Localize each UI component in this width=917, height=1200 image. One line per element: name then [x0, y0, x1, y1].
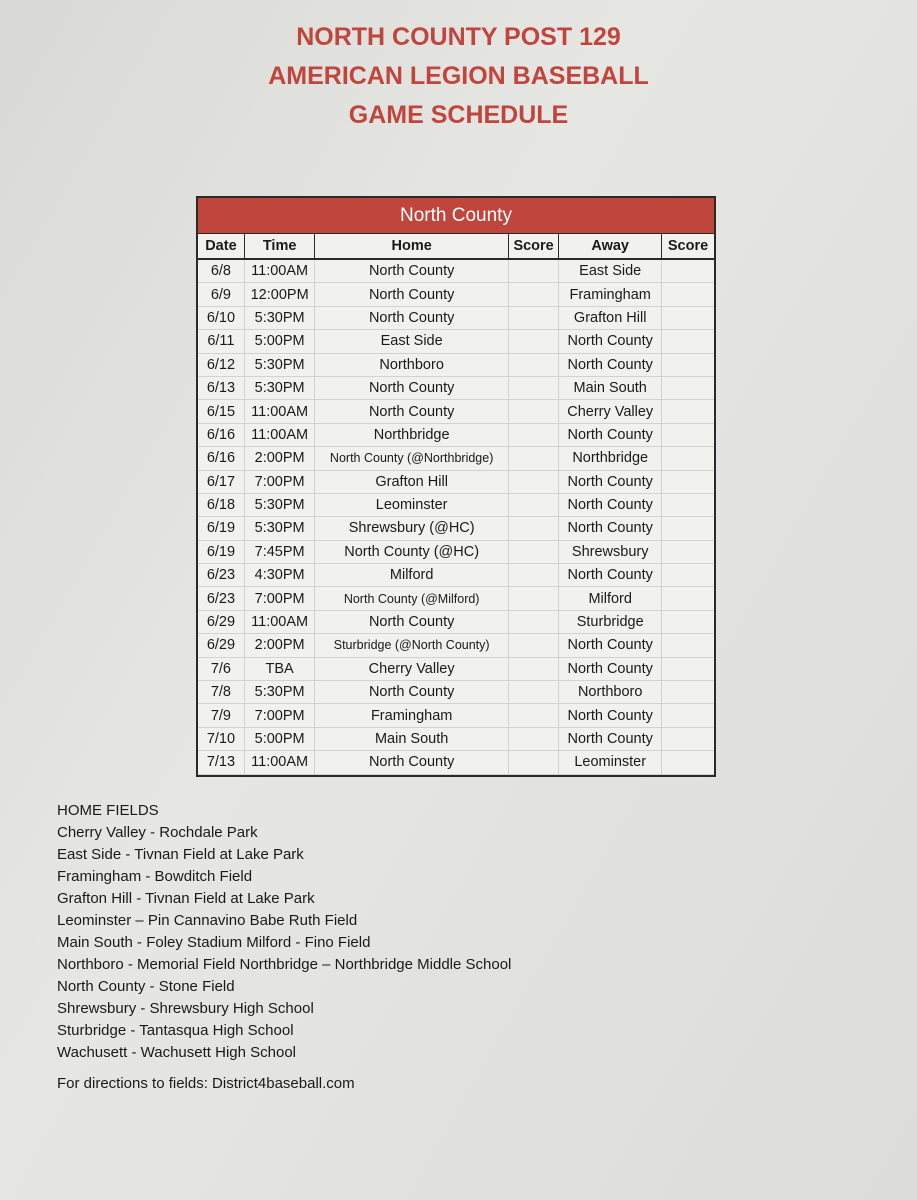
cell-time: 11:00AM	[244, 259, 315, 283]
cell-home-score	[508, 376, 558, 399]
cell-home-score	[508, 727, 558, 750]
cell-time: 11:00AM	[244, 400, 315, 423]
table-row	[198, 704, 714, 727]
cell-away: North County	[559, 423, 662, 446]
cell-home: North County (@Northbridge)	[315, 447, 509, 470]
cell-away-score	[662, 493, 714, 516]
cell-home: Grafton Hill	[315, 470, 509, 493]
cell-home-score	[508, 634, 558, 657]
cell-away-score	[662, 704, 714, 727]
table-row	[198, 681, 714, 704]
cell-away-score	[662, 376, 714, 399]
cell-away: Northboro	[559, 681, 662, 704]
cell-home-score	[508, 587, 558, 610]
cell-away-score	[662, 447, 714, 470]
cell-home: Milford	[315, 564, 509, 587]
cell-date: 7/13	[198, 751, 244, 774]
list-item: Cherry Valley - Rochdale Park	[57, 824, 258, 841]
schedule-team-header: North County	[198, 198, 714, 234]
cell-home: Northboro	[315, 353, 509, 376]
cell-time: 7:00PM	[244, 470, 315, 493]
cell-away-score	[662, 470, 714, 493]
table-row	[198, 283, 714, 306]
list-item: Grafton Hill - Tivnan Field at Lake Park	[57, 890, 315, 907]
cell-date: 6/19	[198, 540, 244, 563]
cell-time: 5:00PM	[244, 330, 315, 353]
title-line-2: AMERICAN LEGION BASEBALL	[268, 62, 649, 90]
cell-date: 6/29	[198, 610, 244, 633]
cell-time: TBA	[244, 657, 315, 680]
cell-date: 7/6	[198, 657, 244, 680]
table-row	[198, 353, 714, 376]
cell-away: North County	[559, 470, 662, 493]
cell-home-score	[508, 400, 558, 423]
cell-home-score	[508, 283, 558, 306]
table-row	[198, 517, 714, 540]
cell-time: 11:00AM	[244, 751, 315, 774]
cell-home: North County (@HC)	[315, 540, 509, 563]
cell-home: North County	[315, 283, 509, 306]
cell-away-score	[662, 751, 714, 774]
table-row	[198, 400, 714, 423]
cell-date: 7/9	[198, 704, 244, 727]
table-row	[198, 447, 714, 470]
table-row	[198, 493, 714, 516]
cell-home: North County	[315, 259, 509, 283]
cell-away-score	[662, 681, 714, 704]
schedule-table	[196, 196, 716, 777]
cell-date: 6/13	[198, 376, 244, 399]
cell-away-score	[662, 306, 714, 329]
cell-time: 5:30PM	[244, 517, 315, 540]
cell-home: Leominster	[315, 493, 509, 516]
title-line-1: NORTH COUNTY POST 129	[296, 23, 621, 51]
cell-home: North County	[315, 751, 509, 774]
cell-time: 7:00PM	[244, 587, 315, 610]
cell-away: North County	[559, 704, 662, 727]
cell-home-score	[508, 517, 558, 540]
table-row	[198, 259, 714, 283]
cell-away-score	[662, 353, 714, 376]
cell-home-score	[508, 704, 558, 727]
table-row	[198, 587, 714, 610]
cell-home: North County	[315, 610, 509, 633]
cell-away: East Side	[559, 259, 662, 283]
cell-away-score	[662, 423, 714, 446]
cell-date: 6/16	[198, 423, 244, 446]
list-item: Leominster – Pin Cannavino Babe Ruth Field	[57, 912, 358, 929]
cell-away-score	[662, 330, 714, 353]
cell-time: 5:30PM	[244, 376, 315, 399]
cell-away: Northbridge	[559, 447, 662, 470]
cell-away: Milford	[559, 587, 662, 610]
cell-away: North County	[559, 517, 662, 540]
cell-date: 6/9	[198, 283, 244, 306]
cell-home: East Side	[315, 330, 509, 353]
home-fields	[57, 800, 511, 1064]
cell-date: 6/19	[198, 517, 244, 540]
cell-home: North County	[315, 400, 509, 423]
cell-away: Framingham	[559, 283, 662, 306]
col-header-away: Away	[559, 234, 662, 259]
cell-time: 5:30PM	[244, 681, 315, 704]
cell-away-score	[662, 587, 714, 610]
cell-date: 6/12	[198, 353, 244, 376]
cell-away-score	[662, 259, 714, 283]
cell-home: Framingham	[315, 704, 509, 727]
table-row	[198, 376, 714, 399]
cell-away: Grafton Hill	[559, 306, 662, 329]
col-header-time: Time	[244, 234, 315, 259]
cell-away-score	[662, 564, 714, 587]
cell-away: Sturbridge	[559, 610, 662, 633]
cell-date: 6/11	[198, 330, 244, 353]
cell-away: Cherry Valley	[559, 400, 662, 423]
table-row	[198, 751, 714, 774]
title-line-3: GAME SCHEDULE	[348, 101, 569, 129]
table-row	[198, 540, 714, 563]
table-row	[198, 727, 714, 750]
cell-date: 6/16	[198, 447, 244, 470]
cell-time: 7:45PM	[244, 540, 315, 563]
list-item: Framingham - Bowditch Field	[57, 868, 253, 885]
cell-away-score	[662, 657, 714, 680]
cell-away-score	[662, 400, 714, 423]
cell-date: 6/23	[198, 564, 244, 587]
table-row	[198, 306, 714, 329]
cell-home-score	[508, 657, 558, 680]
col-header-date: Date	[198, 234, 244, 259]
table-row	[198, 634, 714, 657]
cell-away: North County	[559, 657, 662, 680]
cell-away: Shrewsbury	[559, 540, 662, 563]
cell-home: Sturbridge (@North County)	[315, 634, 509, 657]
table-row	[198, 423, 714, 446]
cell-date: 7/8	[198, 681, 244, 704]
cell-home: Shrewsbury (@HC)	[315, 517, 509, 540]
cell-time: 7:00PM	[244, 704, 315, 727]
table-row	[198, 657, 714, 680]
cell-home: North County	[315, 681, 509, 704]
table-row	[198, 330, 714, 353]
cell-away-score	[662, 727, 714, 750]
cell-home-score	[508, 540, 558, 563]
cell-home-score	[508, 306, 558, 329]
home-fields-heading: HOME FIELDS	[57, 802, 159, 819]
cell-date: 7/10	[198, 727, 244, 750]
cell-time: 2:00PM	[244, 447, 315, 470]
cell-time: 5:30PM	[244, 306, 315, 329]
cell-home-score	[508, 564, 558, 587]
cell-home-score	[508, 423, 558, 446]
cell-time: 5:30PM	[244, 493, 315, 516]
list-item: North County - Stone Field	[57, 978, 235, 995]
list-item: East Side - Tivnan Field at Lake Park	[57, 846, 304, 863]
table-row	[198, 610, 714, 633]
col-header-home: Home	[315, 234, 509, 259]
cell-away: North County	[559, 564, 662, 587]
cell-home-score	[508, 447, 558, 470]
cell-home: Main South	[315, 727, 509, 750]
cell-time: 11:00AM	[244, 423, 315, 446]
cell-home-score	[508, 259, 558, 283]
cell-time: 2:00PM	[244, 634, 315, 657]
col-header-home-score: Score	[508, 234, 558, 259]
list-item: Northboro - Memorial Field Northbridge – Northbridge Middle School	[57, 956, 512, 973]
cell-away-score	[662, 283, 714, 306]
cell-home: North County	[315, 306, 509, 329]
cell-away-score	[662, 634, 714, 657]
cell-date: 6/23	[198, 587, 244, 610]
cell-away-score	[662, 610, 714, 633]
list-item: Main South - Foley Stadium Milford - Fino Field	[57, 934, 371, 951]
table-row	[198, 564, 714, 587]
cell-home: North County	[315, 376, 509, 399]
cell-date: 6/17	[198, 470, 244, 493]
cell-date: 6/15	[198, 400, 244, 423]
cell-away: North County	[559, 330, 662, 353]
cell-home-score	[508, 493, 558, 516]
cell-home: North County (@Milford)	[315, 587, 509, 610]
cell-date: 6/10	[198, 306, 244, 329]
cell-date: 6/8	[198, 259, 244, 283]
cell-date: 6/18	[198, 493, 244, 516]
cell-home-score	[508, 353, 558, 376]
cell-time: 11:00AM	[244, 610, 315, 633]
cell-away: North County	[559, 634, 662, 657]
directions-note: For directions to fields: District4baseball.com	[57, 1075, 355, 1092]
cell-home: Northbridge	[315, 423, 509, 446]
cell-time: 4:30PM	[244, 564, 315, 587]
title-block	[0, 18, 917, 135]
cell-home-score	[508, 681, 558, 704]
table-row	[198, 470, 714, 493]
cell-time: 5:30PM	[244, 353, 315, 376]
cell-home-score	[508, 751, 558, 774]
col-header-away-score: Score	[662, 234, 714, 259]
list-item: Shrewsbury - Shrewsbury High School	[57, 1000, 314, 1017]
cell-away: North County	[559, 493, 662, 516]
schedule-body	[198, 259, 714, 774]
list-item: Wachusett - Wachusett High School	[57, 1044, 296, 1061]
cell-home-score	[508, 470, 558, 493]
cell-home: Cherry Valley	[315, 657, 509, 680]
cell-time: 12:00PM	[244, 283, 315, 306]
cell-away: North County	[559, 727, 662, 750]
cell-home-score	[508, 610, 558, 633]
cell-time: 5:00PM	[244, 727, 315, 750]
cell-away-score	[662, 540, 714, 563]
home-fields-list	[57, 822, 511, 1064]
list-item: Sturbridge - Tantasqua High School	[57, 1022, 294, 1039]
cell-away: Main South	[559, 376, 662, 399]
cell-away: North County	[559, 353, 662, 376]
cell-date: 6/29	[198, 634, 244, 657]
cell-home-score	[508, 330, 558, 353]
cell-away: Leominster	[559, 751, 662, 774]
schedule-header-row	[198, 234, 714, 259]
cell-away-score	[662, 517, 714, 540]
